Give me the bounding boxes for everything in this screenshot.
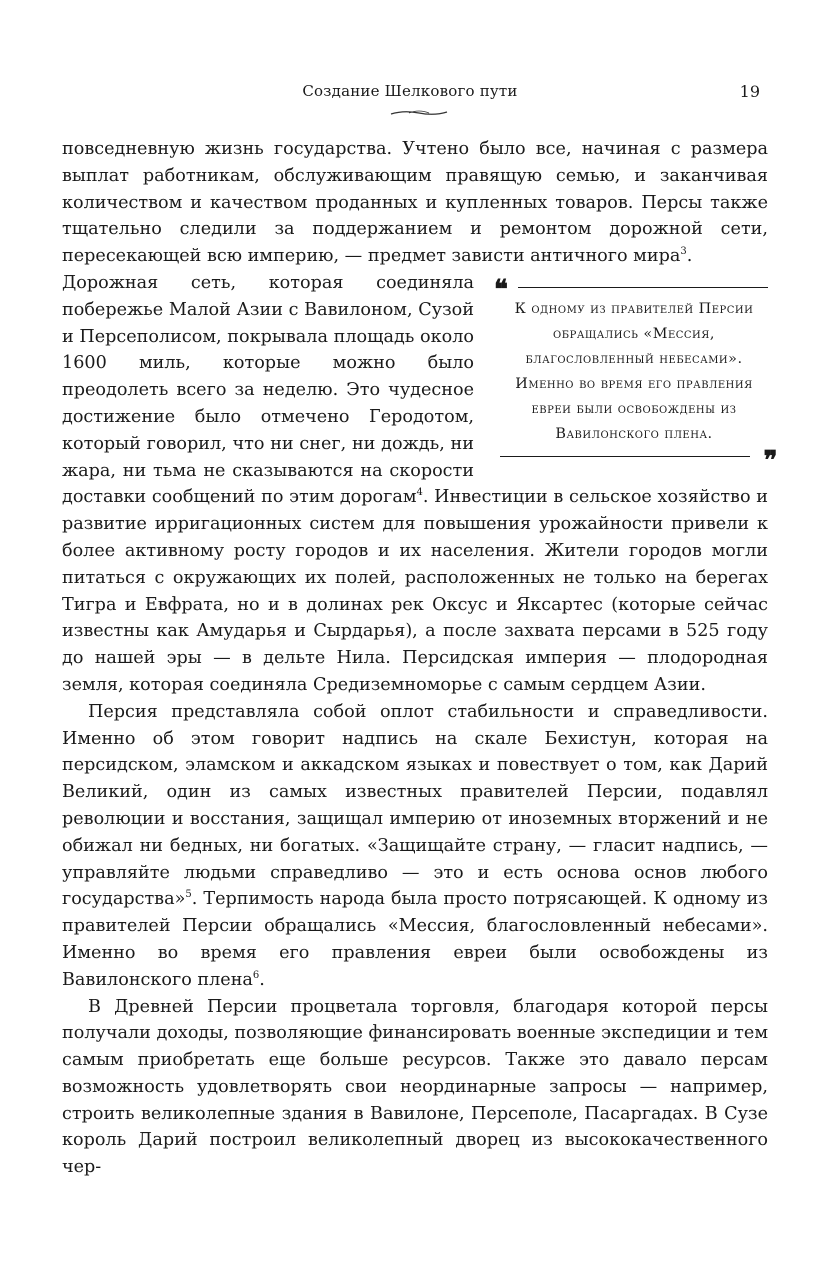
footnote-ref: 4 (416, 487, 423, 499)
footnote-ref: 3 (680, 246, 687, 258)
paragraph-4: В Древней Персии процветала торговля, благодаря которой персы получали доходы, позволяющие финансировать военные экспедиции и тем самым приобретать еще больше ресурсов. Также это давало персам возможность удовлетворять свои неординарные запросы — например, строить великолепные здания в Вавилоне, Персеполе, Пасаргадах. В Сузе король Дарий построил великолепный дворец из высококачественного чер- (62, 996, 768, 1178)
body-text: повседневную жизнь государства. Учтено было все, начиная с размера выплат работникам, обслуживающим правящую семью, и заканчивая количеством и качеством проданных и купленных товаров. Персы также тщательно следили за поддержанием и ремонтом дорожной сети, пересекающей всю империю, — предмет зависти античного мира$^3$. ❝ К одному из правителей Персии обращались «Мессия, благословленный небесами». Именно во время его правления евреи были освобождены из Вавилонского плена. ❞ Дорожная сеть, которая соединяла побережье Малой Азии с Вавилоном, Сузой и Персеполисом, покрывала площадь около 1600 миль, которые можно было преодолеть всего за неделю. Это чудесное достижение было отмечено Геродотом, который говорил, что ни снег, ни дождь, ни жара, ни тьма не сказываются на скорости доставки сообщений по этим дорогам$^4$. Инвестиции в сельское хозяйство и развитие ирригационных систем для повышения урожайности привели к более активному росту городов и их населения. Жители городов могли питаться с окружающих их полей, расположенных не только на берегах Тигра и Евфрата, но и в долинах рек Оксус и Яксартес (которые сейчас известны как Амударья и Сырдарья), а после захвата персами в 525 году до нашей эры — в дельте Нила. Персидская империя — плодородная земля, которая соединяла Средиземноморье с самым сердцем Азии. Персия представляла собой оплот стабильности и справедливости. Именно об этом говорит надпись на скале Бехистун, которая на персидском, эламском и аккадском языках и повествует о том, как Дарий Великий, один из самых известных правителей Персии, подавлял революции и восстания, защищал империю от иноземных вторжений и не обижал ни бедных, ни богатых. «Защищайте страну, — гласит надпись, — управляйте людьми справедливо — это и есть основа основ любого государства»$^5$. Терпимость народа была просто потрясающей. К одному из правителей Персии обращались «Мессия, благословленный небесами». Именно во время его правления евреи были освобождены из Вавилонского плена$^6$. В Древней Персии процветала торговля, благодаря которой персы получали доходы, позволяющие финансировать военные экспедиции и тем самым приобретать еще больше ресурсов. Также это давало персам возможность удовлетворять свои неординарные запросы — например, строить великолепные здания в Вавилоне, Персеполе, Пасаргадах. В Сузе король Дарий построил великолепный дворец из высококачественного чер- (62, 136, 768, 1181)
paragraph-1: повседневную жизнь государства. Учтено было все, начиная с размера выплат работникам, обслуживающим правящую семью, и заканчивая количеством и качеством проданных и купленных товаров. Персы также тщательно следили за поддержанием и ремонтом дорожной сети, пересекающей всю империю, — предмет зависти античного мира$^3$. (62, 139, 768, 267)
pull-quote-bottom-rule (500, 456, 750, 457)
page-number: 19 (739, 82, 760, 101)
pull-quote-text: К одному из правителей Персии обращались «Мессия, благословленный небесами». Именно во время его правления евреи были освобождены из Вавилонского плена. (514, 300, 754, 442)
pull-quote (494, 274, 778, 476)
running-title: Создание Шелкового пути (302, 82, 518, 100)
paragraph-3: Персия представляла собой оплот стабильности и справедливости. Именно об этом говорит надпись на скале Бехистун, которая на персидском, эламском и аккадском языках и повествует о том, как Дарий Великий, один из самых известных правителей Персии, подавлял революции и восстания, защищал империю от иноземных вторжений и не обижал ни бедных, ни богатых. «Защищайте страну, — гласит надпись, — управляйте людьми справедливо — это и есть основа основ любого государства»$^5$. Терпимость народа была просто потрясающей. К одному из правителей Персии обращались «Мессия, благословленный небесами». Именно во время его правления евреи были освобождены из Вавилонского плена$^6$. (62, 701, 768, 990)
close-quote-icon: ❞ (763, 445, 778, 476)
open-quote-icon: ❝ (494, 274, 509, 305)
header-ornament-icon (389, 108, 449, 118)
page-header (60, 78, 760, 108)
pull-quote-top-rule (518, 287, 768, 288)
footnote-ref: 5 (185, 889, 192, 901)
footnote-ref: 6 (252, 969, 260, 981)
